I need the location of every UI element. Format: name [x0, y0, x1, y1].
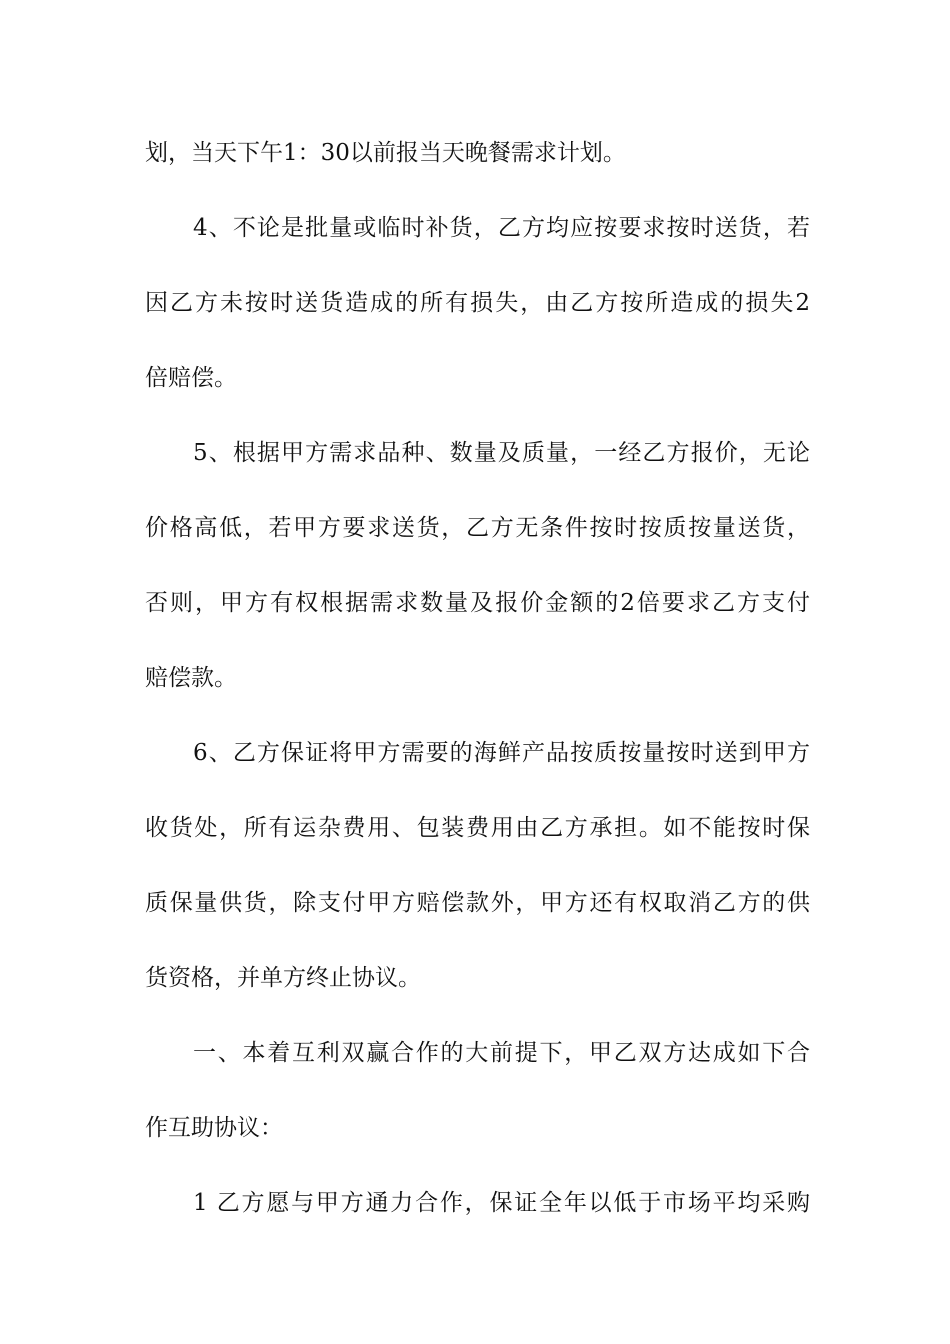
paragraph-5-line-3: 否则，甲方有权根据需求数量及报价金额的2倍要求乙方支付	[145, 590, 810, 616]
paragraph-6-line-3: 质保量供货，除支付甲方赔偿款外，甲方还有权取消乙方的供	[145, 890, 810, 916]
item-1-line-1: 1 乙方愿与甲方通力合作，保证全年以低于市场平均采购	[193, 1190, 810, 1216]
paragraph-6-line-1: 6、乙方保证将甲方需要的海鲜产品按质按量按时送到甲方	[193, 740, 810, 766]
paragraph-6-line-4: 货资格，并单方终止协议。	[145, 965, 421, 991]
paragraph-5-line-2: 价格高低，若甲方要求送货，乙方无条件按时按质按量送货，	[145, 515, 810, 541]
paragraph-4-line-1: 4、不论是批量或临时补货，乙方均应按要求按时送货，若	[193, 215, 810, 241]
paragraph-4-line-3: 倍赔偿。	[145, 365, 237, 391]
section-1-line-1: 一、本着互利双赢合作的大前提下，甲乙双方达成如下合	[193, 1040, 810, 1066]
paragraph-5-line-1: 5、根据甲方需求品种、数量及质量，一经乙方报价，无论	[193, 440, 810, 466]
paragraph-5-line-4: 赔偿款。	[145, 665, 237, 691]
paragraph-4-line-2: 因乙方未按时送货造成的所有损失，由乙方按所造成的损失2	[145, 290, 810, 316]
text-line: 划，当天下午1：30以前报当天晚餐需求计划。	[145, 140, 626, 166]
section-1-line-2: 作互助协议：	[145, 1115, 283, 1141]
paragraph-6-line-2: 收货处，所有运杂费用、包装费用由乙方承担。如不能按时保	[145, 815, 810, 841]
